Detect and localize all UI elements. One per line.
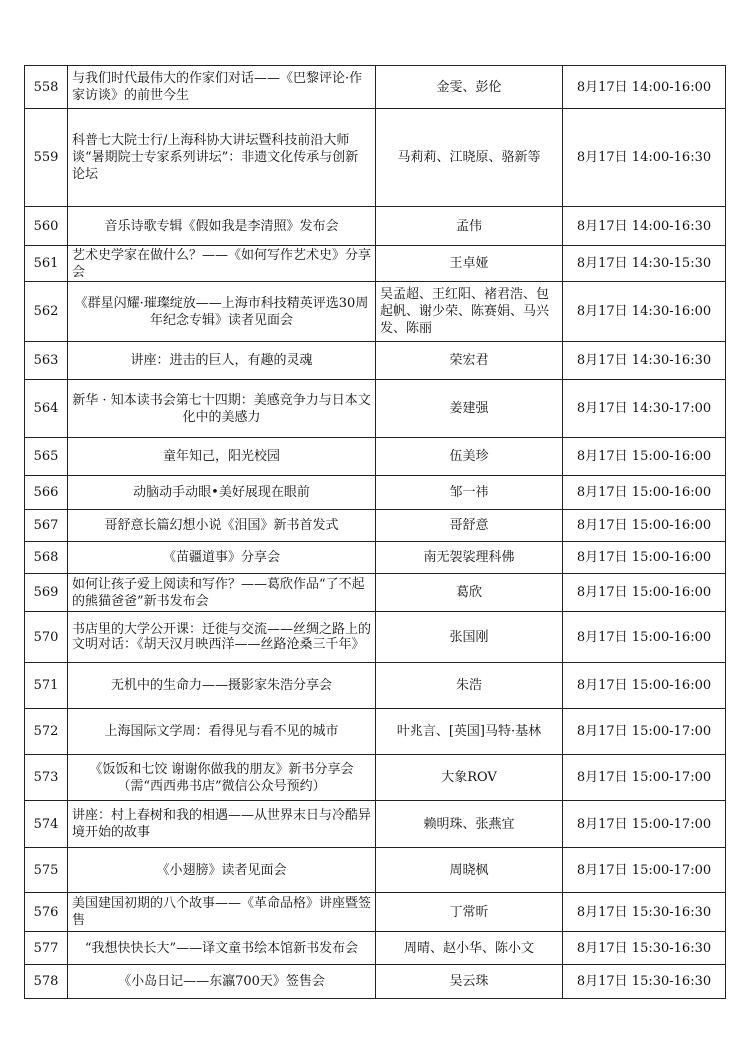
row-number: 566 (25, 476, 68, 510)
event-speaker: 朱浩 (376, 663, 563, 709)
row-number: 569 (25, 574, 68, 612)
row-number: 571 (25, 663, 68, 709)
event-speaker: 孟伟 (376, 207, 563, 246)
row-number: 558 (25, 66, 68, 109)
row-number: 576 (25, 893, 68, 932)
event-title: 与我们时代最伟大的作家们对话——《巴黎评论·作家访谈》的前世今生 (68, 66, 376, 109)
row-number: 574 (25, 801, 68, 848)
event-title: 《饭饭和七饺 谢谢你做我的朋友》新书分享会（需“西西弗书店”微信公众号预约） (68, 755, 376, 801)
table-row (25, 893, 726, 932)
event-speaker: 周晓枫 (376, 848, 563, 893)
event-speaker: 葛欣 (376, 574, 563, 612)
table-row (25, 282, 726, 342)
table-row (25, 848, 726, 893)
table-row (25, 109, 726, 207)
event-title: 《苗疆道事》分享会 (68, 542, 376, 574)
event-time: 8月17日 15:00-16:00 (563, 476, 726, 510)
event-time: 8月17日 15:00-16:00 (563, 612, 726, 663)
event-time: 8月17日 14:00-16:30 (563, 207, 726, 246)
table-row (25, 932, 726, 965)
event-title: 科普七大院士行/上海科协大讲坛暨科技前沿大师谈“暑期院士专家系列讲坛”：非遗文化传承与创新论坛 (68, 109, 376, 207)
table-row (25, 612, 726, 663)
event-title: 无机中的生命力——摄影家朱浩分享会 (68, 663, 376, 709)
row-number: 578 (25, 965, 68, 999)
row-number: 575 (25, 848, 68, 893)
row-number: 561 (25, 246, 68, 282)
table-row (25, 755, 726, 801)
event-time: 8月17日 15:00-16:00 (563, 574, 726, 612)
event-speaker: 马莉莉、江晓原、骆新等 (376, 109, 563, 207)
event-title: 音乐诗歌专辑《假如我是李清照》发布会 (68, 207, 376, 246)
event-speaker: 姜建强 (376, 380, 563, 438)
event-title: 新华 · 知本读书会第七十四期：美感竞争力与日本文化中的美感力 (68, 380, 376, 438)
event-speaker: 王卓娅 (376, 246, 563, 282)
event-speaker: 吴孟超、王红阳、褚君浩、包起帆、谢少荣、陈赛娟、马兴发、陈丽 (376, 282, 563, 342)
event-title: 动脑动手动眼•美好展现在眼前 (68, 476, 376, 510)
event-speaker: 赖明珠、张燕宜 (376, 801, 563, 848)
table-row (25, 207, 726, 246)
row-number: 562 (25, 282, 68, 342)
row-number: 559 (25, 109, 68, 207)
event-time: 8月17日 14:00-16:00 (563, 66, 726, 109)
table-row (25, 510, 726, 542)
table-row (25, 438, 726, 476)
event-speaker: 大象ROV (376, 755, 563, 801)
table-row (25, 542, 726, 574)
event-time: 8月17日 15:30-16:30 (563, 932, 726, 965)
event-speaker: 荣宏君 (376, 342, 563, 380)
event-title: 书店里的大学公开课：迁徙与交流——丝绸之路上的文明对话：《胡天汉月映西洋——丝路沧桑三千年》 (68, 612, 376, 663)
event-speaker: 吴云珠 (376, 965, 563, 999)
table-row (25, 476, 726, 510)
row-number: 568 (25, 542, 68, 574)
table-row (25, 246, 726, 282)
table-row (25, 709, 726, 755)
event-time: 8月17日 15:00-16:00 (563, 663, 726, 709)
event-time: 8月17日 15:00-16:00 (563, 510, 726, 542)
table-row (25, 342, 726, 380)
event-title: 上海国际文学周：看得见与看不见的城市 (68, 709, 376, 755)
event-title: 如何让孩子爱上阅读和写作？——葛欣作品“了不起的熊猫爸爸”新书发布会 (68, 574, 376, 612)
event-speaker: 金雯、彭伦 (376, 66, 563, 109)
event-title: 美国建国初期的八个故事——《革命品格》讲座暨签售 (68, 893, 376, 932)
event-time: 8月17日 15:00-17:00 (563, 801, 726, 848)
table-row (25, 801, 726, 848)
row-number: 570 (25, 612, 68, 663)
row-number: 577 (25, 932, 68, 965)
event-title: 讲座：村上春树和我的相遇——从世界末日与冷酷异境开始的故事 (68, 801, 376, 848)
row-number: 564 (25, 380, 68, 438)
event-title: 童年知己，阳光校园 (68, 438, 376, 476)
event-speaker: 南无袈裟理科佛 (376, 542, 563, 574)
event-time: 8月17日 15:00-16:00 (563, 542, 726, 574)
table-row (25, 663, 726, 709)
row-number: 560 (25, 207, 68, 246)
event-time: 8月17日 15:00-17:00 (563, 755, 726, 801)
event-title: 《群星闪耀·璀璨绽放——上海市科技精英评选30周年纪念专辑》读者见面会 (68, 282, 376, 342)
table-row (25, 380, 726, 438)
event-speaker: 叶兆言、[英国]马特·基林 (376, 709, 563, 755)
event-time: 8月17日 15:00-16:00 (563, 438, 726, 476)
event-time: 8月17日 14:30-16:30 (563, 342, 726, 380)
event-speaker: 张国刚 (376, 612, 563, 663)
event-speaker: 哥舒意 (376, 510, 563, 542)
event-speaker: 邹一祎 (376, 476, 563, 510)
event-time: 8月17日 15:30-16:30 (563, 893, 726, 932)
event-speaker: 伍美珍 (376, 438, 563, 476)
event-title: 《小翅膀》读者见面会 (68, 848, 376, 893)
event-title: 《小岛日记——东瀛700天》签售会 (68, 965, 376, 999)
table-row (25, 66, 726, 109)
row-number: 565 (25, 438, 68, 476)
row-number: 573 (25, 755, 68, 801)
schedule-table (24, 65, 726, 999)
event-time: 8月17日 15:00-17:00 (563, 709, 726, 755)
row-number: 563 (25, 342, 68, 380)
event-title: 哥舒意长篇幻想小说《泪国》新书首发式 (68, 510, 376, 542)
table-row (25, 574, 726, 612)
event-title: 艺术史学家在做什么？——《如何写作艺术史》分享会 (68, 246, 376, 282)
event-time: 8月17日 15:30-16:30 (563, 965, 726, 999)
event-title: “我想快快长大”——译文童书绘本馆新书发布会 (68, 932, 376, 965)
event-time: 8月17日 14:30-16:00 (563, 282, 726, 342)
row-number: 572 (25, 709, 68, 755)
table-row (25, 965, 726, 999)
event-time: 8月17日 15:00-17:00 (563, 848, 726, 893)
event-speaker: 周晴、赵小华、陈小文 (376, 932, 563, 965)
event-speaker: 丁常昕 (376, 893, 563, 932)
event-title: 讲座：进击的巨人，有趣的灵魂 (68, 342, 376, 380)
event-time: 8月17日 14:30-17:00 (563, 380, 726, 438)
row-number: 567 (25, 510, 68, 542)
event-time: 8月17日 14:30-15:30 (563, 246, 726, 282)
event-time: 8月17日 14:00-16:30 (563, 109, 726, 207)
